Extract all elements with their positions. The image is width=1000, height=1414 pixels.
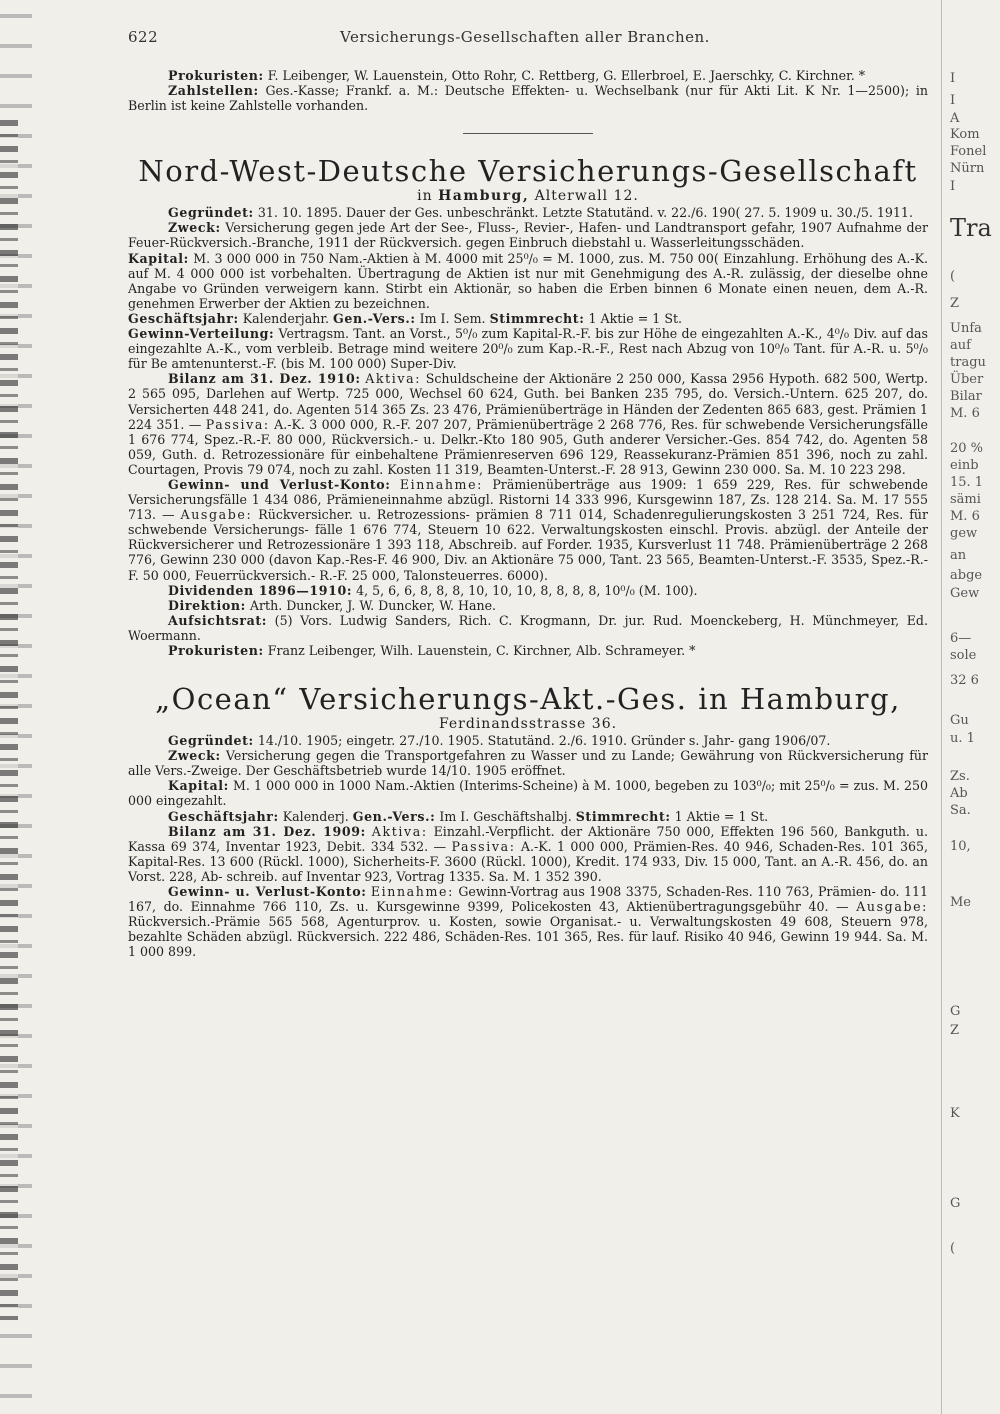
nw-aufsichtsrat: Aufsichtsrat: (5) Vors. Ludwig Sanders, Rich. C. Krogmann, Dr. jur. Rud. Moenckeberg, H. Münchmeyer, Ed. Woermann. [128,612,928,643]
nw-kapital: Kapital: M. 3 000 000 in 750 Nam.-Aktien à M. 4000 mit 25⁰/₀ = M. 1000, zus. M. 750 00( Einzahlung. Erhöhung des A.-K. auf M. 4 000 000 ist vorbehalten. Übertragung de Aktien ist nur mit Genehmigung des A.-R. zulässig, der dieselbe ohne Angabe vo Gründen verweigern kann. Stirbt ein Aktionär, so haben die Erben binnen 6 Monate einen neuen, dem A.-R. genehmen Erwerber der Aktien zu bezeichnen. [128,250,928,311]
margin-fragment: Z [950,1023,960,1038]
margin-fragment: Gew [950,586,980,601]
margin-fragment: Tra [950,214,992,242]
scan-left-shadow [0,120,18,1320]
margin-fragment: auf [950,338,971,353]
margin-fragment: Zs. [950,769,970,784]
margin-fragment: sämi [950,492,981,507]
company-address-ocean: Ferdinandsstrasse 36. [438,716,618,733]
margin-fragment: sole [950,648,977,663]
margin-fragment: Über [950,372,984,387]
margin-fragment: K [950,1106,960,1121]
margin-fragment: Kom [950,127,980,142]
margin-fragment: G [950,1196,961,1211]
oc-gegruendet: Gegründet: 14./10. 1905; eingetr. 27./10. 1905. Statutänd. 2./6. 1910. Gründer s. Jahr- gang 1906/07. [168,733,831,749]
oc-zweck: Zweck: Versicherung gegen die Transportgefahren zu Wasser und zu Lande; Gewährung von Rückversicherung für alle Vers.-Zweige. Der Geschäftsbetrieb wurde 14/10. 1905 eröffnet. [128,748,928,779]
margin-fragment: 15. 1 [950,475,984,490]
margin-fragment: Fonel [950,144,987,159]
margin-fragment: I [950,179,956,194]
margin-fragment: I [950,93,956,108]
page-number: 622 [128,28,159,46]
oc-kapital: Kapital: M. 1 000 000 in 1000 Nam.-Aktien (Interims-Scheine) à M. 1000, begeben zu 103⁰/₀; mit 25⁰/₀ = zus. M. 250 000 eingezahlt. [128,778,928,809]
margin-fragment: ( [950,269,956,284]
margin-fragment: tragu [950,355,986,370]
margin-fragment: A [950,111,960,126]
margin-fragment: G [950,1004,961,1019]
margin-fragment: 20 % [950,441,984,456]
oc-gewinn-verlust: Gewinn- u. Verlust-Konto: Einnahme: Gewinn-Vortrag aus 1908 3375, Schaden-Res. 110 763, Prämien- do. 111 167, do. Einnahme 766 110, Zs. u. Kursgewinne 9399, Policekosten 43, Aktienübertragungsgebühr 40. — Ausgabe: Rückversich.-Prämie 565 568, Agenturprov. u. Kosten, sowie Organisat.- u. Verwaltungskosten 49 608, Steuern 978, bezahlte Schäden abzügl. Rückversich. 222 486, Schäden-Res. 101 365, Res. für lauf. Risiko 40 946, Gewinn 19 944. Sa. M. 1 000 899. [128,884,928,960]
margin-fragment: Unfa [950,321,982,336]
company-location-nordwest: in Hamburg, Alterwall 12. [417,188,639,205]
company-title-ocean: „Ocean“ Versicherungs-Akt.-Ges. in Hamburg, [155,682,901,717]
nw-bilanz: Bilanz am 31. Dez. 1910: Aktiva: Schuldscheine der Aktionäre 2 250 000, Kassa 2956 Hypoth. 682 500, Wertp. 2 565 095, Darlehen auf Wertp. 725 000, Wechsel 60 624, Guth. bei Banken 235 795, do. Versich.-Untern. 625 207, do. Versicherten 448 241, do. Agenten 514 365 Zs. 23 476, Prämienüberträge in Händen der Zedenten 865 683, gest. Prämien 1 224 351. — Passiva: A.-K. 3 000 000, R.-F. 207 207, Prämienüberträge 2 268 776, Res. für schwebende Versicherungsfälle 1 676 774, Spez.-R.-F. 80 000, Rückversich.- u. Delkr.-Kto 180 905, Guth anderer Versicher.-Ges. 854 742, do. Agenten 58 059, Guth. d. Retrozessionäre für einbehaltene Prämienreserven 696 129, Reassekuranz-Prämien 851 396, noch zu zahl. Courtagen, Provis 79 074, noch zu zahl. Kosten 11 319, Beamten-Unterst.-F. 28 913, Gewinn 230 000. Sa. M. 10 223 298. [128,371,928,477]
margin-fragment: I [950,71,956,86]
page-header [128,28,928,48]
margin-fragment: Ab [950,786,968,801]
nw-gewinn-verlust: Gewinn- und Verlust-Konto: Einnahme: Prämienüberträge aus 1909: 1 659 229, Res. für schwebende Versicherungsfälle 1 434 086, Prämieneinnahme abzügl. Ristorni 14 333 996, Kursgewinn 187, Zs. 128 214. Sa. M. 17 555 713. — Ausgabe: Rückversicher. u. Retrozessions- prämien 8 711 014, Schadenregulierungskosten 3 251 724, Res. für schwebende Versicherungs- fälle 1 676 774, Steuern 10 622. Verwaltungskosten einschl. Provis. abzügl. der Anteile der Rückversicherer und Retrozessionäre 1 393 118, Abschreib. auf Forder. 1935, Kursverlust 11 748. Prämienüberträge 2 268 776, Gewinn 230 000 (davon Kap.-Res-F. 46 900, Div. an Aktionäre 75 000, Tant. 23 565, Beamten-Unterst.-F. 3535, Spez.-R.-F. 50 000, Feuerrückversich.- R.-F. 25 000, Talonsteuerres. 6000). [128,476,928,583]
margin-fragment: ( [950,1241,956,1256]
margin-fragment: Me [950,895,972,910]
margin-fragment: Nürn [950,161,985,176]
margin-fragment: Z [950,296,960,311]
company-title-nordwest: Nord-West-Deutsche Versicherungs-Gesellschaft [138,154,918,189]
nw-geschaeftsjahr: Geschäftsjahr: Kalenderjahr. Gen.-Vers.: Im I. Sem. Stimmrecht: 1 Aktie = 1 St. [128,310,683,326]
margin-fragment: 32 6 [950,673,979,688]
nw-dividenden: Dividenden 1896—1910: 4, 5, 6, 6, 8, 8, 8, 10, 10, 10, 8, 8, 8, 8, 10⁰/₀ (M. 100). [168,582,698,598]
nw-prokuristen: Prokuristen: Franz Leibenger, Wilh. Lauenstein, C. Kirchner, Alb. Schrameyer. * [168,643,696,658]
margin-fragment: M. 6 [950,406,980,421]
margin-fragment: 6— [950,631,972,646]
margin-fragment: Gu [950,713,969,728]
prev-zahlstellen: Zahlstellen: Ges.-Kasse; Frankf. a. M.: Deutsche Effekten- u. Wechselbank (nur für Akti Lit. K Nr. 1—2500); in Berlin ist keine Zahlstelle vorhanden. [128,83,928,114]
margin-fragment: abge [950,568,983,583]
margin-fragment: u. 1 [950,731,975,746]
running-title: Versicherungs-Gesellschaften aller Branchen. [340,28,710,46]
margin-fragment: an [950,548,967,563]
prev-prokuristen: Prokuristen: F. Leibenger, W. Lauenstein, Otto Rohr, C. Rettberg, G. Ellerbroel, E. Jaerschky, C. Kirchner. * [168,68,866,83]
nw-gegruendet: Gegründet: 31. 10. 1895. Dauer der Ges. unbeschränkt. Letzte Statutänd. v. 22./6. 190( 27. 5. 1909 u. 30./5. 1911. [168,205,913,221]
nw-zweck: Zweck: Versicherung gegen jede Art der See-, Fluss-, Revier-, Hafen- und Landtransport gefahr, 1907 Aufnahme der Feuer-Rückversich.-Branche, 1911 der Rückversich. gegen Einbruch diebstahl u. Wasserleitungsschäden. [128,220,928,251]
margin-fragment: einb [950,458,979,473]
margin-fragment: gew [950,526,978,541]
page-content [128,68,928,960]
nw-direktion: Direktion: Arth. Duncker, J. W. Duncker, W. Hane. [168,597,497,613]
adjacent-page-margin [941,0,1000,1414]
oc-bilanz: Bilanz am 31. Dez. 1909: Aktiva: Einzahl.-Verpflicht. der Aktionäre 750 000, Effekten 196 560, Bankguth. u. Kassa 69 374, Inventar 1923, Debit. 334 532. — Passiva: A.-K. 1 000 000, Prämien-Res. 40 946, Schaden-Res. 101 365, Kapital-Res. 13 600 (Rückl. 1000), Sicherheits-F. 3600 (Rückl. 1000), Kredit. 174 933, Div. 15 000, Tant. an A.-R. 456, do. an Vorst. 228, Ab- schreib. auf Inventar 923, Vortrag 1335. Sa. M. 1 352 390. [128,823,928,884]
margin-fragment: Bilar [950,389,982,404]
margin-fragment: Sa. [950,803,971,818]
nw-gewinn-verteilung: Gewinn-Verteilung: Vertragsm. Tant. an Vorst., 5⁰/₀ zum Kapital-R.-F. bis zur Höhe de eingezahlten A.-K., 4⁰/₀ Div. auf das eingezahlte A.-K., vom verbleib. Betrage mind weitere 20⁰/₀ zum Kap.-R.-F., Rest nach Abzug von 10⁰/₀ Tant. für A.-R. u. 5⁰/₀ für Be amtenunterst.-F. (bis M. 100 000) Super-Div. [128,326,928,372]
oc-geschaeftsjahr: Geschäftsjahr: Kalenderj. Gen.-Vers.: Im I. Geschäftshalbj. Stimmrecht: 1 Aktie = 1 St. [168,808,769,824]
margin-fragment: M. 6 [950,509,980,524]
margin-fragment: 10, [950,839,971,854]
